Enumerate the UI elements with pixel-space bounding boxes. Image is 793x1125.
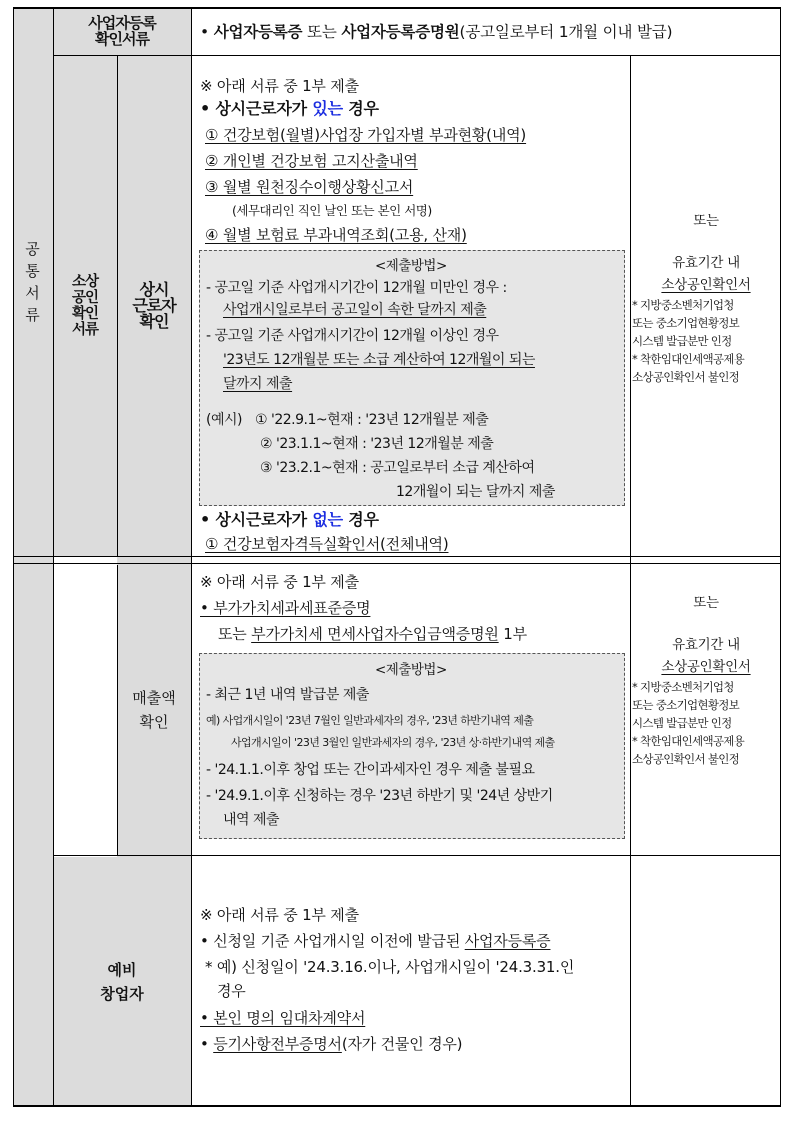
workers-item-3-note: (세무대리인 직인 날인 또는 본인 서명) (232, 203, 432, 218)
workers-none-title: • 상시근로자가 없는 경우 (200, 510, 379, 529)
workers-method-5: 달까지 제출 (223, 376, 293, 392)
business-reg-line: • 사업자등록증 또는 사업자등록증명원(공고일로부터 1개월 이내 발급) (200, 23, 673, 41)
workers-method-3: - 공고일 기준 사업개시기간이 12개월 이상인 경우 (206, 328, 499, 344)
pre-founder-intro: ※ 아래 서류 중 1부 제출 (200, 906, 359, 924)
sales-example-1: 예) 사업개시일이 '23년 7월인 일반과세자의 경우, '23년 하반기내역 제출 (206, 714, 534, 727)
workers-example-1: ① '22.9.1~현재 : '23년 12개월분 제출 (255, 412, 489, 428)
workers-has-title: • 상시근로자가 있는 경우 (200, 99, 379, 118)
workers-intro: ※ 아래 서류 중 1부 제출 (200, 77, 359, 95)
workers-method-2: 사업개시일로부터 공고일이 속한 달까지 제출 (223, 302, 487, 318)
workers-example-4: 12개월이 되는 달까지 제출 (396, 484, 555, 500)
sales-method-title: <제출방법> (375, 662, 447, 678)
regular-workers-header: 상시 근로자 확인 (132, 280, 176, 331)
col-divider-4 (191, 7, 192, 1107)
sales-method-1: - 최근 1년 내역 발급분 제출 (206, 687, 369, 703)
sales-item-1: • 부가가치세과세표준증명 (200, 599, 371, 617)
common-docs-header: 공 통 서 류 (25, 240, 41, 324)
workers-none-item: ① 건강보험자격득실확인서(전체내역) (205, 535, 449, 553)
pre-founder-example-b: 경우 (217, 982, 246, 1000)
workers-item-4: ④ 월별 보험료 부과내역조회(고용, 산재) (205, 226, 467, 244)
workers-item-3: ③ 월별 원천징수이행상황신고서 (205, 178, 414, 196)
table-border-right (780, 7, 781, 1107)
sales-intro: ※ 아래 서류 중 1부 제출 (200, 573, 359, 591)
pre-founder-header: 예비 창업자 (100, 961, 144, 1003)
workers-method-4: '23년도 12개월분 또는 소급 계산하여 12개월이 되는 (223, 352, 535, 368)
row-divider-3 (53, 855, 781, 856)
workers-method-1: - 공고일 기준 사업개시기간이 12개월 미만인 경우 : (206, 280, 507, 296)
pre-founder-item-2: • 본인 명의 임대차계약서 (200, 1009, 366, 1027)
col-divider-5 (630, 55, 631, 1107)
row-divider-2b (13, 563, 781, 564)
sales-item-2: 또는 부가가치세 면세사업자수입금액증명원 1부 (218, 625, 527, 643)
pre-founder-item-3: • 등기사항전부증명서(자가 건물인 경우) (200, 1035, 463, 1053)
workers-item-2: ② 개인별 건강보험 고지산출내역 (205, 152, 418, 170)
workers-examples-label: (예시) (206, 412, 242, 428)
pre-founder-example-a: * 예) 신청일이 '24.3.16.이나, 사업개시일이 '24.3.31.인 (205, 958, 575, 976)
workers-item-1: ① 건강보험(월별)사업장 가입자별 부과현황(내역) (205, 126, 527, 144)
workers-method-title: <제출방법> (375, 258, 447, 274)
sales-method-2: - '24.1.1.이후 창업 또는 간이과세자인 경우 제출 불필요 (206, 762, 535, 778)
alternative-block-1: 또는 유효기간 내 소상공인확인서 * 지방중소벤처기업청 또는 중소기업현황정보 시스템 발급분만 인정 * 착한임대인세액공제용 소상공인확인서 불인정 (632, 213, 751, 384)
alternative-block-2: 또는 유효기간 내 소상공인확인서 * 지방중소벤처기업청 또는 중소기업현황정보 시스템 발급분만 인정 * 착한임대인세액공제용 소상공인확인서 불인정 (632, 595, 751, 766)
workers-example-2: ② '23.1.1~현재 : '23년 12개월분 제출 (260, 436, 494, 452)
small-biz-header: 소상 공인 확인 서류 (71, 274, 98, 338)
workers-example-3: ③ '23.2.1~현재 : 공고일로부터 소급 계산하여 (260, 460, 535, 476)
sales-example-2: 사업개시일이 '23년 3월인 일반과세자의 경우, '23년 상·하반기내역 제출 (231, 736, 555, 749)
sales-method-3: - '24.9.1.이후 신청하는 경우 '23년 하반기 및 '24년 상반기 (206, 788, 553, 804)
sales-method-4: 내역 제출 (223, 812, 280, 828)
pre-founder-item-1: • 신청일 기준 사업개시일 이전에 발급된 사업자등록증 (200, 932, 551, 950)
sales-header: 매출액 확인 (132, 689, 176, 731)
business-reg-header: 사업자등록 확인서류 (88, 14, 156, 48)
